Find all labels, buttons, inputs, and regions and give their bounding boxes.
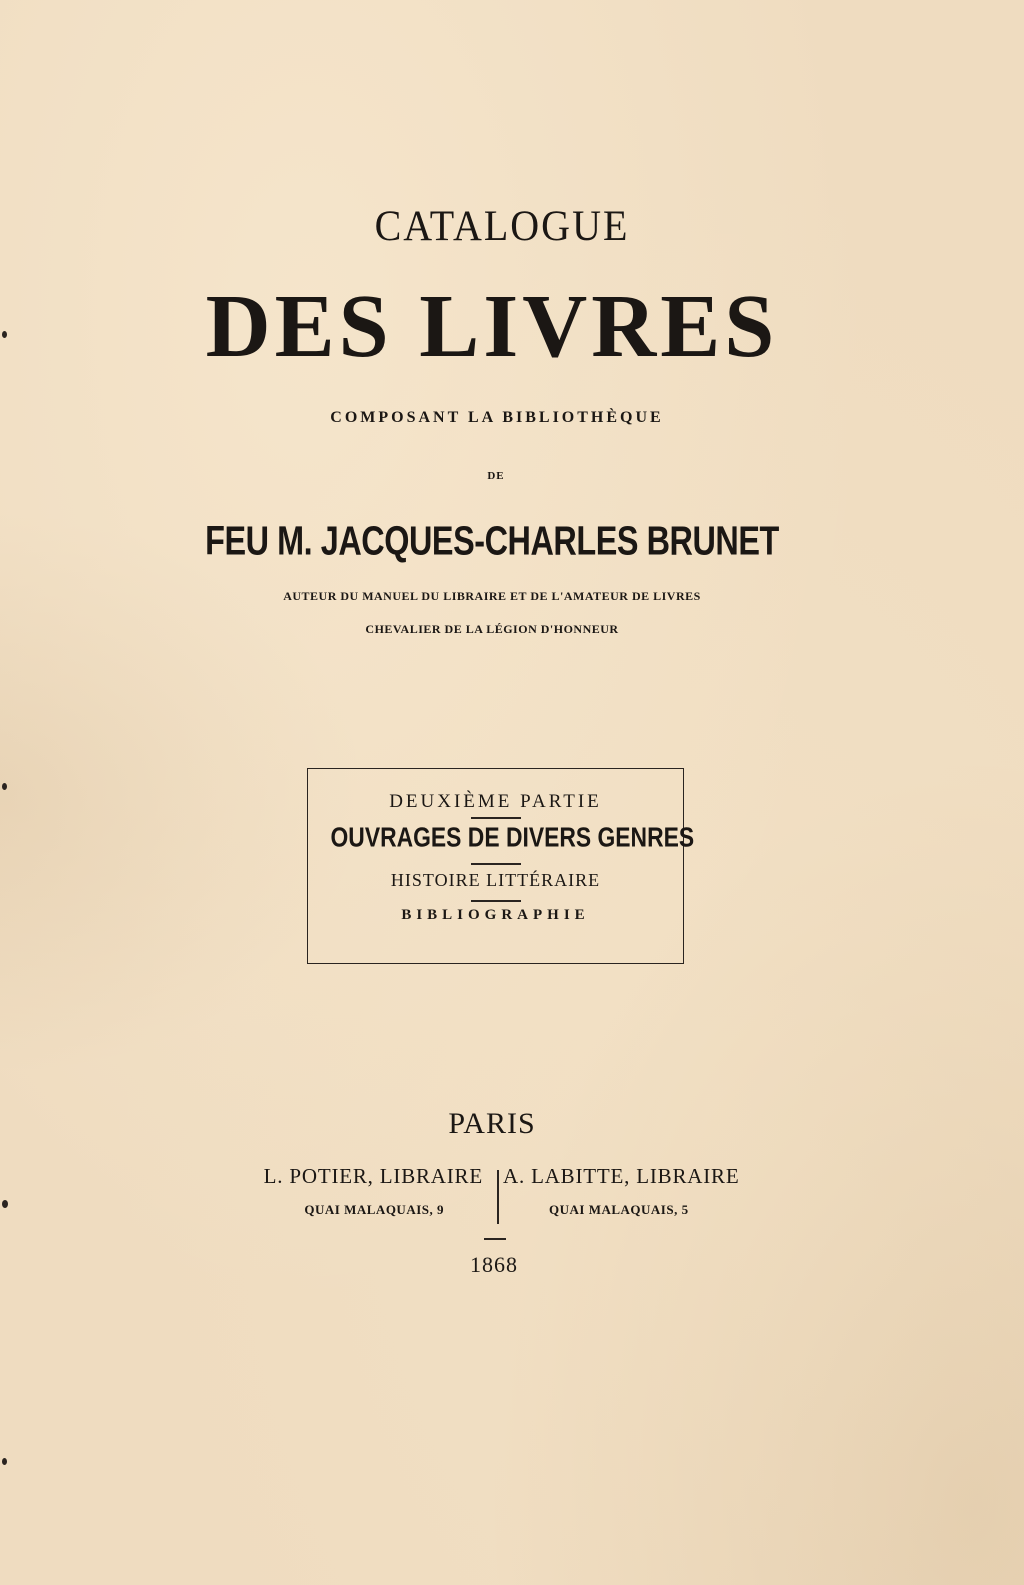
- section-box: [307, 768, 695, 964]
- left-publisher: L. POTIER, LIBRAIRE: [263, 1164, 483, 1188]
- right-publisher: A. LABITTE, LIBRAIRE: [503, 1164, 740, 1188]
- margin-speck: [2, 783, 7, 790]
- margin-speck: [2, 1200, 8, 1208]
- subsection-title: HISTOIRE LITTÉRAIRE: [390, 870, 601, 890]
- divider-rule: [471, 900, 521, 902]
- subsection-subtitle: BIBLIOGRAPHIE: [401, 907, 590, 923]
- margin-speck: [2, 331, 7, 338]
- de-line: DE: [487, 470, 505, 482]
- left-publisher-address: QUAI MALAQUAIS, 9: [304, 1202, 444, 1217]
- composant-line: COMPOSANT LA BIBLIOTHÈQUE: [330, 409, 664, 426]
- divider-rule: [471, 863, 521, 865]
- publication-year: 1868: [470, 1252, 518, 1277]
- divider-rule: [471, 817, 521, 819]
- main-title: DES LIVRES: [205, 277, 779, 376]
- part-label: DEUXIÈME PARTIE: [389, 791, 602, 812]
- section-title: OUVRAGES DE DIVERS GENRES: [330, 821, 695, 853]
- author-honor: CHEVALIER DE LA LÉGION D'HONNEUR: [365, 622, 619, 636]
- margin-speck: [2, 1458, 7, 1465]
- catalogue-heading: CATALOGUE: [374, 201, 630, 250]
- publisher-separator: [497, 1170, 499, 1224]
- author-name: FEU M. JACQUES-CHARLES BRUNET: [205, 517, 779, 564]
- author-description: AUTEUR DU MANUEL DU LIBRAIRE ET DE L'AMATEUR DE LIVRES: [283, 589, 701, 603]
- imprint-city: PARIS: [448, 1107, 536, 1140]
- right-publisher-address: QUAI MALAQUAIS, 5: [549, 1202, 689, 1217]
- year-rule: [484, 1238, 506, 1240]
